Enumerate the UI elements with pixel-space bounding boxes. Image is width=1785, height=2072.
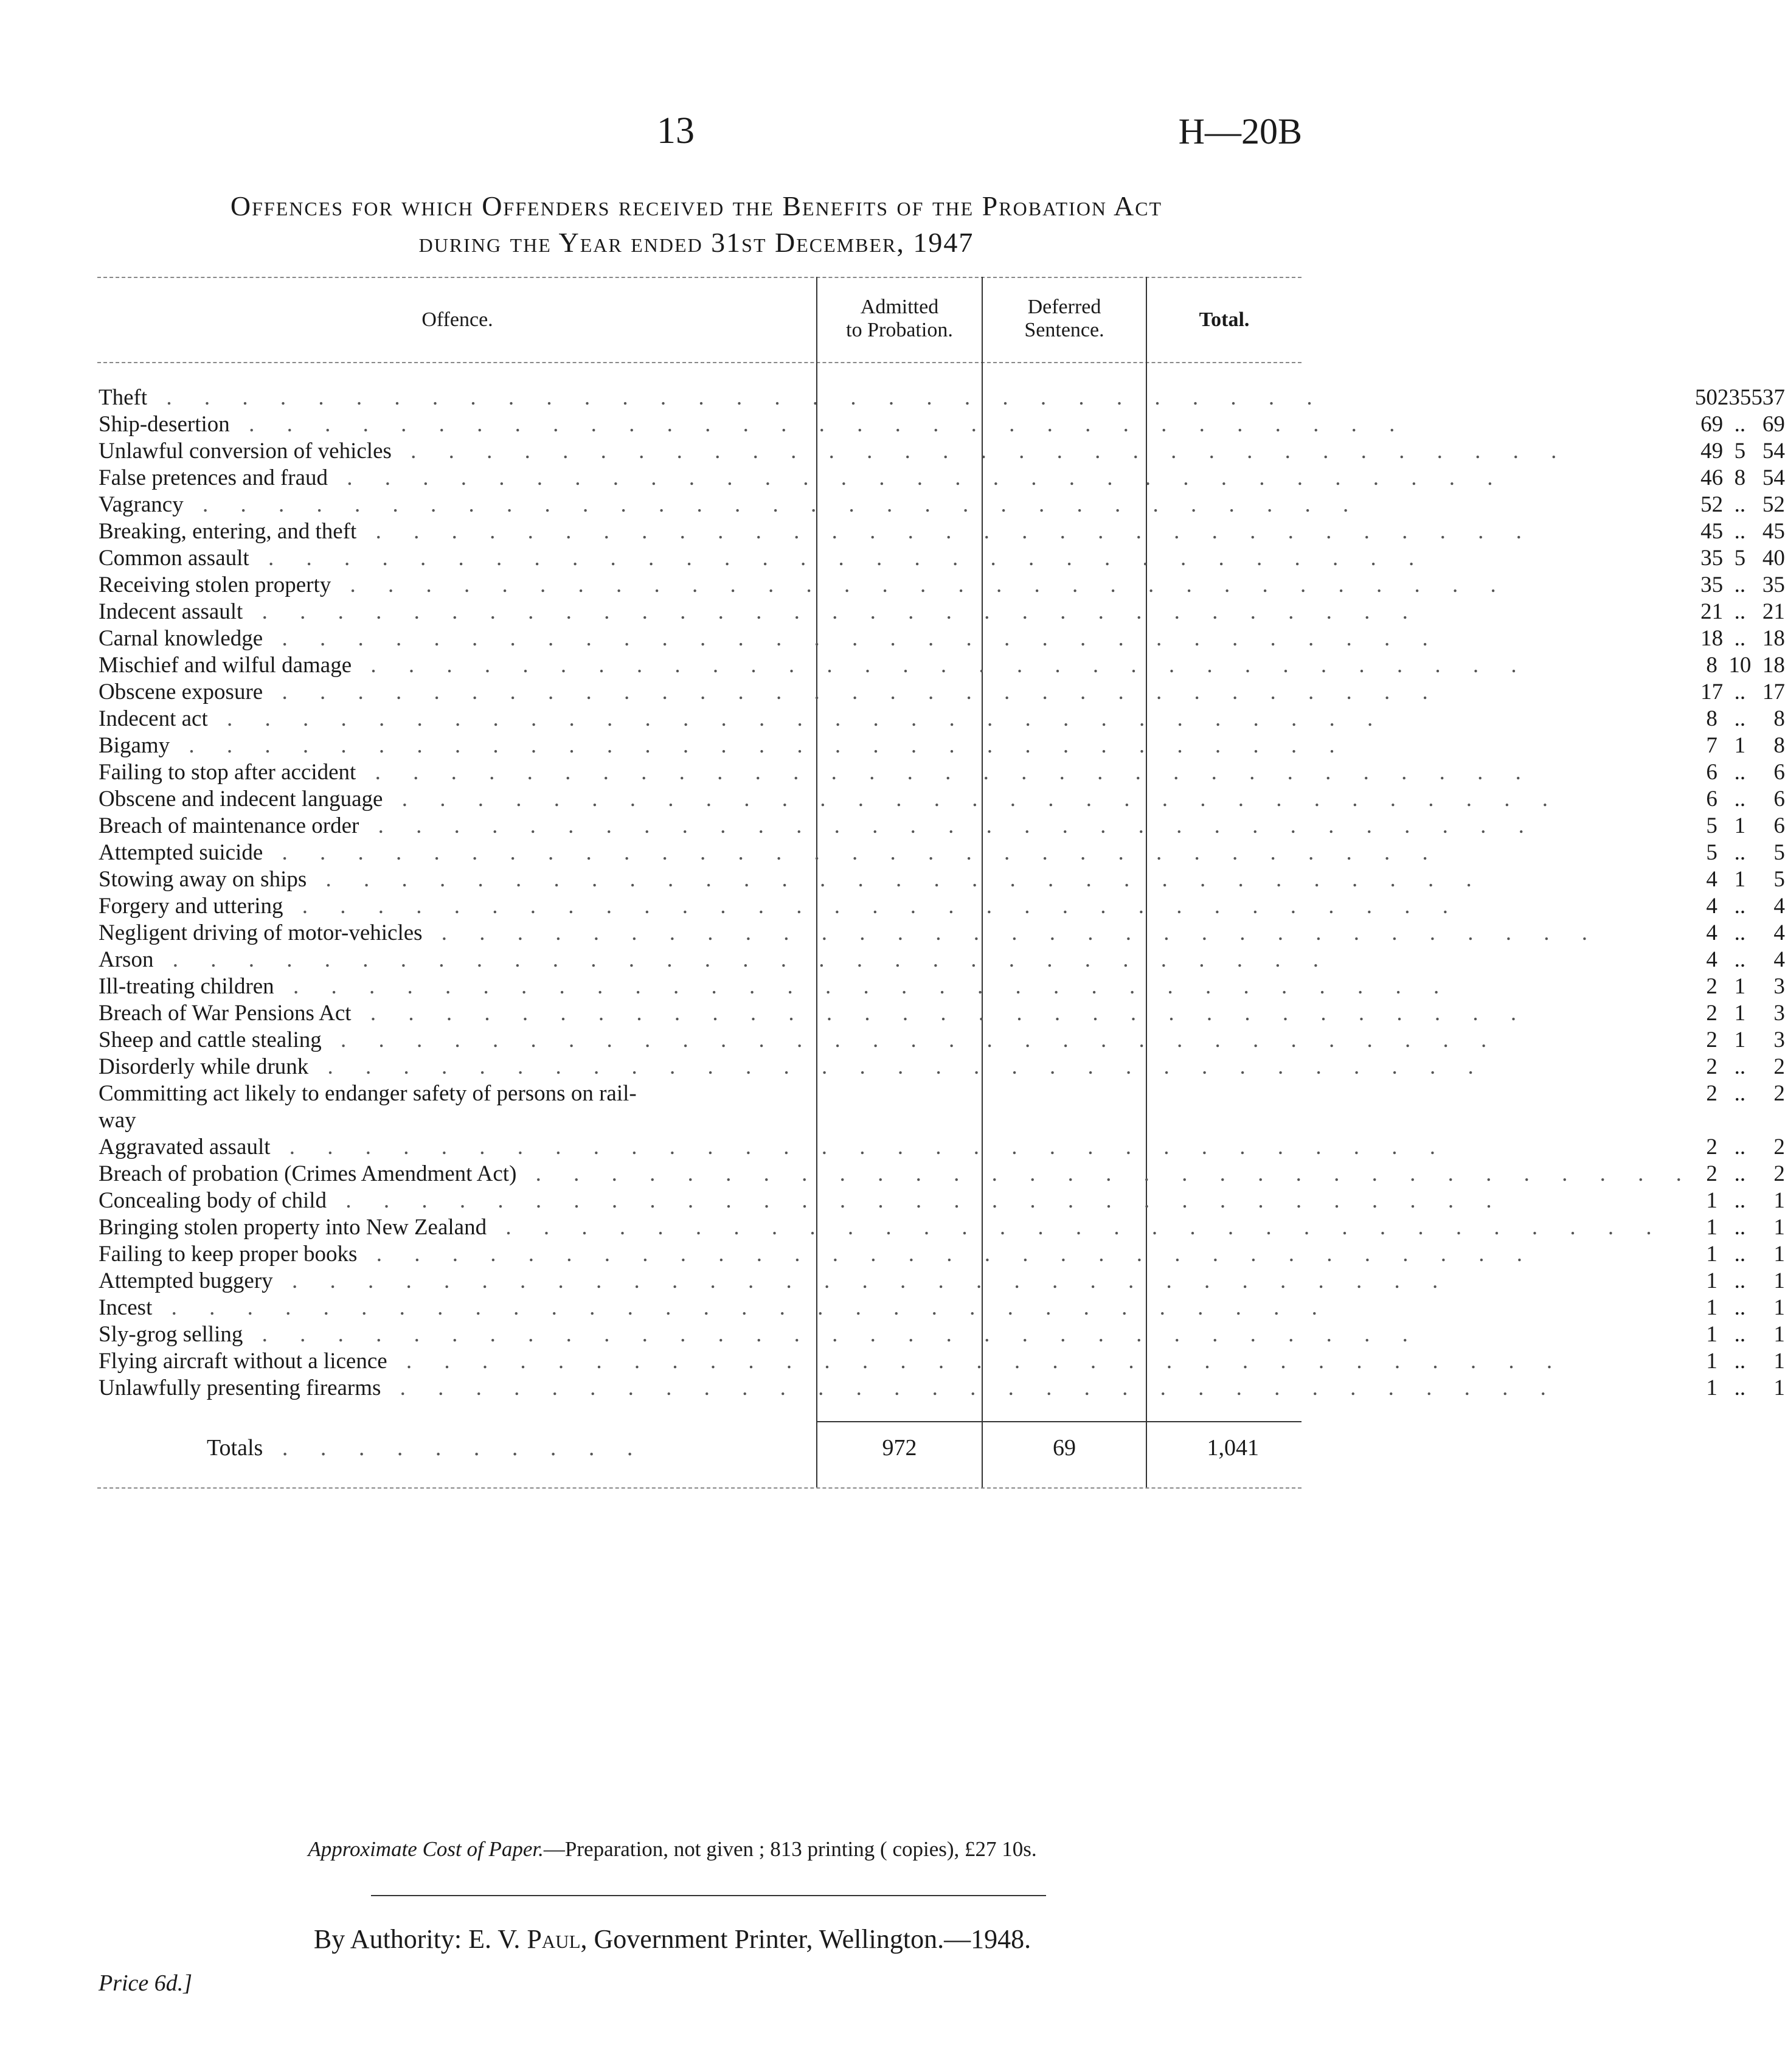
admitted-cell: 5 (1706, 840, 1717, 865)
offence-label: Attempted suicide (99, 840, 263, 865)
header-deferred-line1: Deferred (1027, 296, 1101, 318)
deferred-cell: .. (1734, 519, 1746, 544)
admitted-cell: 1 (1706, 1295, 1717, 1320)
deferred-cell: .. (1734, 894, 1746, 919)
offence-label: Carnal knowledge (99, 626, 263, 651)
authority-prefix: By Authority: (313, 1924, 462, 1954)
totals-top-rule (817, 1421, 1301, 1422)
offence-continuation: way (99, 1108, 136, 1133)
table-row (99, 1268, 1785, 1295)
total-cell: 1 (1773, 1242, 1785, 1267)
admitted-cell: 2 (1706, 1161, 1717, 1186)
deferred-cell: .. (1734, 840, 1746, 865)
page-number: 13 (657, 110, 695, 151)
printer-name: E. V. Paul, (468, 1924, 587, 1954)
offence-label: Aggravated assault (99, 1135, 271, 1159)
deferred-cell: 1 (1734, 1027, 1746, 1052)
deferred-cell: 1 (1734, 974, 1746, 999)
total-cell: 40 (1762, 546, 1785, 571)
table-title: Offences for which Offenders received the Benefits of the Probation Act (230, 190, 1163, 221)
total-cell: 1 (1773, 1375, 1785, 1400)
offence-cell: Failing to keep proper books . . . . . . . . . . . . . . . . . . . . . . . . . . . . . . . (99, 1242, 1536, 1267)
table-row (99, 732, 1785, 759)
total-cell: 69 (1762, 412, 1785, 437)
admitted-cell: 4 (1706, 947, 1717, 972)
total-cell: 4 (1773, 920, 1785, 945)
offence-cell: Bringing stolen property into New Zealand . . . . . . . . . . . . . . . . . . . . . . . . . . . . . . . (99, 1215, 1665, 1240)
totals-total: 1,041 (1207, 1435, 1259, 1461)
offence-label: Breach of maintenance order (99, 813, 359, 838)
offence-label: False pretences and fraud (99, 465, 328, 490)
deferred-cell: 1 (1734, 867, 1746, 892)
offence-cell: Stowing away on ships . . . . . . . . . . . . . . . . . . . . . . . . . . . . . . . (99, 867, 1485, 892)
admitted-cell: 1 (1706, 1268, 1717, 1293)
deferred-cell: .. (1734, 1268, 1746, 1293)
cost-text: —Preparation, not given ; 813 printing ( copies), £27 10s. (543, 1837, 1037, 1861)
admitted-cell: 46 (1700, 465, 1724, 490)
header-admitted-line2: to Probation. (846, 319, 953, 341)
price: Price 6d.] (99, 1970, 193, 1996)
offence-label: Bringing stolen property into New Zealand (99, 1215, 487, 1240)
admitted-cell: 52 (1700, 492, 1724, 517)
offence-label: Bigamy (99, 733, 170, 758)
total-cell: 1 (1773, 1295, 1785, 1320)
deferred-cell: .. (1734, 787, 1746, 812)
printer-line (0, 1924, 1345, 1955)
deferred-cell: 1 (1734, 733, 1746, 758)
deferred-cell: .. (1734, 760, 1746, 785)
table-row (99, 947, 1785, 973)
cost-label: Approximate Cost of Paper. (308, 1837, 544, 1861)
table-row (99, 1321, 1785, 1348)
total-cell: 5 (1773, 867, 1785, 892)
admitted-cell: 2 (1706, 1027, 1717, 1052)
header-admitted (817, 296, 982, 342)
table-row (99, 599, 1785, 625)
offence-label: Unlawfully presenting firearms (99, 1375, 381, 1400)
header-offence: Offence. (421, 308, 493, 331)
offence-label: Indecent act (99, 706, 208, 731)
total-cell: 54 (1762, 439, 1785, 464)
table-row (99, 786, 1785, 813)
offence-label: Incest (99, 1295, 153, 1320)
total-cell: 537 (1751, 385, 1785, 410)
total-cell: 2 (1773, 1054, 1785, 1079)
admitted-cell: 1 (1706, 1322, 1717, 1347)
admitted-cell: 18 (1700, 626, 1724, 651)
table-row (99, 813, 1785, 840)
offence-cell: Breach of maintenance order . . . . . . . . . . . . . . . . . . . . . . . . . . . . . . . (99, 813, 1537, 838)
offence-label: Failing to stop after accident (99, 760, 356, 785)
admitted-cell: 7 (1706, 733, 1717, 758)
header-deferred (983, 296, 1146, 342)
offence-cell: Mischief and wilful damage . . . . . . . . . . . . . . . . . . . . . . . . . . . . . . . (99, 653, 1530, 678)
offence-label: Vagrancy (99, 492, 184, 517)
total-cell: 17 (1762, 680, 1785, 704)
table-row (99, 1348, 1785, 1375)
admitted-cell: 17 (1700, 680, 1724, 704)
offence-label: Attempted buggery (99, 1268, 273, 1293)
total-cell: 6 (1773, 787, 1785, 812)
offence-cell (99, 1080, 1695, 1107)
admitted-cell: 2 (1706, 1001, 1717, 1026)
total-cell: 18 (1762, 626, 1785, 651)
deferred-cell: .. (1734, 1349, 1746, 1374)
totals-admitted: 972 (882, 1435, 917, 1461)
table-row (99, 652, 1785, 679)
deferred-cell: .. (1734, 706, 1746, 731)
total-cell: 1 (1773, 1349, 1785, 1374)
total-cell: 2 (1773, 1081, 1785, 1106)
table-row (99, 518, 1785, 545)
offence-cell: Failing to stop after accident . . . . . . . . . . . . . . . . . . . . . . . . . . . . . . . (99, 760, 1534, 785)
deferred-cell: .. (1734, 572, 1746, 597)
deferred-cell: 1 (1734, 813, 1746, 838)
table-row (99, 411, 1785, 438)
deferred-cell: 8 (1734, 465, 1746, 490)
table-row (99, 1214, 1785, 1241)
footer-rule (371, 1895, 1046, 1896)
admitted-cell: 5 (1706, 813, 1717, 838)
table-row (99, 759, 1785, 786)
offence-cell: Vagrancy . . . . . . . . . . . . . . . . . . . . . . . . . . . . . . . (99, 492, 1362, 517)
offence-label: Receiving stolen property (99, 572, 331, 597)
empty-cell (1728, 1107, 1751, 1134)
total-cell: 2 (1773, 1135, 1785, 1159)
admitted-cell: 2 (1706, 1054, 1717, 1079)
offence-label: Ill-treating children (99, 974, 274, 999)
offence-cell: Breach of probation (Crimes Amendment Act) . . . . . . . . . . . . . . . . . . . . . . . . . . . . . . . (99, 1161, 1695, 1186)
offence-cell: Arson . . . . . . . . . . . . . . . . . . . . . . . . . . . . . . . (99, 947, 1332, 972)
table-row (99, 1375, 1785, 1402)
offence-label: Unlawful conversion of vehicles (99, 439, 392, 464)
deferred-cell: .. (1734, 492, 1746, 517)
table-row (99, 545, 1785, 572)
offence-cell: Negligent driving of motor-vehicles . . . . . . . . . . . . . . . . . . . . . . . . . . . . . . . (99, 920, 1601, 945)
offence-label: Breach of War Pensions Act (99, 1001, 352, 1026)
header-total: Total. (1199, 308, 1250, 331)
table-row-continuation (99, 1107, 1785, 1134)
printer-suffix: Government Printer, Wellington.—1948. (594, 1924, 1031, 1954)
offence-cell: Carnal knowledge . . . . . . . . . . . . . . . . . . . . . . . . . . . . . . . (99, 626, 1441, 651)
total-cell: 3 (1773, 1001, 1785, 1026)
table-row (99, 840, 1785, 866)
table-row (99, 1187, 1785, 1214)
table-row (99, 1080, 1785, 1107)
total-cell: 1 (1773, 1215, 1785, 1240)
offence-label: Ship-desertion (99, 412, 230, 437)
offence-cell: Aggravated assault . . . . . . . . . . . . . . . . . . . . . . . . . . . . . . . (99, 1135, 1449, 1159)
admitted-cell: 8 (1706, 653, 1717, 678)
total-cell: 35 (1762, 572, 1785, 597)
deferred-cell: .. (1734, 626, 1746, 651)
deferred-cell: .. (1734, 947, 1746, 972)
deferred-cell: 10 (1728, 653, 1752, 678)
admitted-cell: 2 (1706, 974, 1717, 999)
offence-cell: Incest . . . . . . . . . . . . . . . . . . . . . . . . . . . . . . . (99, 1295, 1331, 1320)
deferred-cell: 35 (1728, 385, 1752, 410)
empty-cell (1751, 1107, 1785, 1134)
offence-label: Obscene exposure (99, 680, 263, 704)
admitted-cell: 2 (1706, 1081, 1717, 1106)
total-cell: 6 (1773, 760, 1785, 785)
table-bottom-rule (97, 1487, 1301, 1489)
table-subtitle: during the Year ended 31st December, 1947 (418, 227, 974, 258)
offence-label: Negligent driving of motor-vehicles (99, 920, 423, 945)
offence-cell: Breaking, entering, and theft . . . . . . . . . . . . . . . . . . . . . . . . . . . . . . . (99, 519, 1535, 544)
offence-label: Forgery and uttering (99, 894, 283, 919)
document-code: H—20B (1178, 111, 1302, 151)
offence-cell: Unlawfully presenting firearms . . . . . . . . . . . . . . . . . . . . . . . . . . . . . . . (99, 1375, 1559, 1400)
offence-cell: Forgery and uttering . . . . . . . . . . . . . . . . . . . . . . . . . . . . . . . (99, 894, 1461, 919)
offence-cell: Ship-desertion . . . . . . . . . . . . . . . . . . . . . . . . . . . . . . . (99, 412, 1409, 437)
table-row (99, 1054, 1785, 1080)
admitted-cell: 502 (1694, 385, 1729, 410)
table-row (99, 706, 1785, 732)
table-row (99, 465, 1785, 492)
deferred-cell: .. (1734, 1054, 1746, 1079)
admitted-cell: 1 (1706, 1375, 1717, 1400)
deferred-cell: .. (1734, 1322, 1746, 1347)
totals-label: Totals . . . . . . . . . . (207, 1435, 646, 1461)
table-row (99, 866, 1785, 893)
admitted-cell: 35 (1700, 572, 1724, 597)
table-row (99, 1134, 1785, 1161)
table-row (99, 1000, 1785, 1027)
offence-label: Mischief and wilful damage (99, 653, 352, 678)
deferred-cell: .. (1734, 1188, 1746, 1213)
offence-label: Breach of probation (Crimes Amendment Act) (99, 1161, 517, 1186)
deferred-cell: .. (1734, 1081, 1746, 1106)
admitted-cell: 45 (1700, 519, 1724, 544)
total-cell: 6 (1773, 813, 1785, 838)
empty-cell (1695, 1107, 1729, 1134)
admitted-cell: 4 (1706, 920, 1717, 945)
header-bottom-rule (97, 362, 1301, 363)
admitted-cell: 6 (1706, 787, 1717, 812)
admitted-cell: 2 (1706, 1135, 1717, 1159)
total-cell: 4 (1773, 947, 1785, 972)
deferred-cell: .. (1734, 920, 1746, 945)
admitted-cell: 1 (1706, 1349, 1717, 1374)
admitted-cell: 4 (1706, 867, 1717, 892)
offence-cell: Obscene exposure . . . . . . . . . . . . . . . . . . . . . . . . . . . . . . . (99, 680, 1441, 704)
table-row (99, 572, 1785, 599)
offence-label: Theft (99, 385, 148, 410)
admitted-cell: 6 (1706, 760, 1717, 785)
total-cell: 3 (1773, 974, 1785, 999)
offence-label: Common assault (99, 546, 249, 571)
total-cell: 21 (1762, 599, 1785, 624)
deferred-cell: .. (1734, 1215, 1746, 1240)
deferred-cell: .. (1734, 1242, 1746, 1267)
total-cell: 4 (1773, 894, 1785, 919)
offence-cell: Flying aircraft without a licence . . . . . . . . . . . . . . . . . . . . . . . . . . . . . . . (99, 1349, 1566, 1374)
total-cell: 8 (1773, 733, 1785, 758)
table-row (99, 492, 1785, 518)
deferred-cell: .. (1734, 680, 1746, 704)
offence-label: Indecent assault (99, 599, 243, 624)
offence-label: Breaking, entering, and theft (99, 519, 357, 544)
offence-cell: Breach of War Pensions Act . . . . . . . . . . . . . . . . . . . . . . . . . . . . . . . (99, 1001, 1530, 1026)
offence-cell: Attempted buggery . . . . . . . . . . . . . . . . . . . . . . . . . . . . . . . (99, 1268, 1452, 1293)
deferred-cell: 1 (1734, 1001, 1746, 1026)
deferred-cell: .. (1734, 412, 1746, 437)
total-cell: 5 (1773, 840, 1785, 865)
admitted-cell: 1 (1706, 1242, 1717, 1267)
deferred-cell: .. (1734, 1375, 1746, 1400)
offence-label: Concealing body of child (99, 1188, 327, 1213)
header-admitted-line1: Admitted (860, 296, 939, 318)
offence-label: Disorderly while drunk (99, 1054, 309, 1079)
offence-label: Committing act likely to endanger safety of persons on rail- (99, 1081, 637, 1106)
offence-cell: Unlawful conversion of vehicles . . . . . . . . . . . . . . . . . . . . . . . . . . . . . . . (99, 439, 1570, 464)
total-cell: 1 (1773, 1188, 1785, 1213)
table-row (99, 973, 1785, 1000)
total-cell: 3 (1773, 1027, 1785, 1052)
deferred-cell: 5 (1734, 439, 1746, 464)
total-cell: 45 (1762, 519, 1785, 544)
offence-label: Flying aircraft without a licence (99, 1349, 387, 1374)
offence-cell: Obscene and indecent language . . . . . . . . . . . . . . . . . . . . . . . . . . . . . . . (99, 787, 1561, 812)
offence-cell: False pretences and fraud . . . . . . . . . . . . . . . . . . . . . . . . . . . . . . . (99, 465, 1506, 490)
deferred-cell: .. (1734, 1161, 1746, 1186)
total-cell: 52 (1762, 492, 1785, 517)
deferred-cell: .. (1734, 599, 1746, 624)
total-cell: 1 (1773, 1268, 1785, 1293)
admitted-cell: 1 (1706, 1215, 1717, 1240)
table-row (99, 384, 1785, 411)
header-deferred-line2: Sentence. (1024, 319, 1104, 341)
offence-cell: Indecent act . . . . . . . . . . . . . . . . . . . . . . . . . . . . . . . (99, 706, 1387, 731)
totals-deferred: 69 (1053, 1435, 1076, 1461)
admitted-cell: 21 (1700, 599, 1724, 624)
offence-label: Sheep and cattle stealing (99, 1027, 322, 1052)
table-top-rule (97, 277, 1301, 278)
admitted-cell: 8 (1706, 706, 1717, 731)
offence-label: Failing to keep proper books (99, 1242, 358, 1267)
offences-table (99, 384, 1785, 1402)
offence-cell: Common assault . . . . . . . . . . . . . . . . . . . . . . . . . . . . . . . (99, 546, 1428, 571)
offence-cell: Receiving stolen property . . . . . . . . . . . . . . . . . . . . . . . . . . . . . . . (99, 572, 1509, 597)
table-row (99, 1027, 1785, 1054)
total-cell: 54 (1762, 465, 1785, 490)
deferred-cell: .. (1734, 1295, 1746, 1320)
offence-label: Stowing away on ships (99, 867, 307, 892)
admitted-cell: 49 (1700, 439, 1724, 464)
deferred-cell: .. (1734, 1135, 1746, 1159)
offence-cell: Bigamy . . . . . . . . . . . . . . . . . . . . . . . . . . . . . . . (99, 733, 1348, 758)
total-cell: 1 (1773, 1322, 1785, 1347)
cost-note (0, 1837, 1345, 1862)
total-cell: 18 (1762, 653, 1785, 678)
offence-cell: Sly-grog selling . . . . . . . . . . . . . . . . . . . . . . . . . . . . . . . (99, 1322, 1421, 1347)
table-row (99, 1241, 1785, 1268)
table-row (99, 1295, 1785, 1321)
table-row (99, 679, 1785, 706)
admitted-cell: 1 (1706, 1188, 1717, 1213)
table-row (99, 625, 1785, 652)
offence-cell: Attempted suicide . . . . . . . . . . . . . . . . . . . . . . . . . . . . . . . (99, 840, 1441, 865)
table-row (99, 920, 1785, 947)
admitted-cell: 35 (1700, 546, 1724, 571)
offence-cell: Ill-treating children . . . . . . . . . . . . . . . . . . . . . . . . . . . . . . . (99, 974, 1453, 999)
offence-cell: Sheep and cattle stealing . . . . . . . . . . . . . . . . . . . . . . . . . . . . . . . (99, 1027, 1500, 1052)
offence-cell: Disorderly while drunk . . . . . . . . . . . . . . . . . . . . . . . . . . . . . . . (99, 1054, 1487, 1079)
admitted-cell: 4 (1706, 894, 1717, 919)
offence-label: Arson (99, 947, 154, 972)
total-cell: 8 (1773, 706, 1785, 731)
offence-label: Obscene and indecent language (99, 787, 383, 812)
total-cell: 2 (1773, 1161, 1785, 1186)
offence-cell: Concealing body of child . . . . . . . . . . . . . . . . . . . . . . . . . . . . . . . (99, 1188, 1505, 1213)
table-row (99, 1161, 1785, 1187)
offence-cell: Theft . . . . . . . . . . . . . . . . . . . . . . . . . . . . . . . (99, 385, 1326, 410)
table-row (99, 438, 1785, 465)
offence-label: Sly-grog selling (99, 1322, 243, 1347)
offence-cell: Indecent assault . . . . . . . . . . . . . . . . . . . . . . . . . . . . . . . (99, 599, 1421, 624)
deferred-cell: 5 (1734, 546, 1746, 571)
table-row (99, 893, 1785, 920)
admitted-cell: 69 (1700, 412, 1724, 437)
